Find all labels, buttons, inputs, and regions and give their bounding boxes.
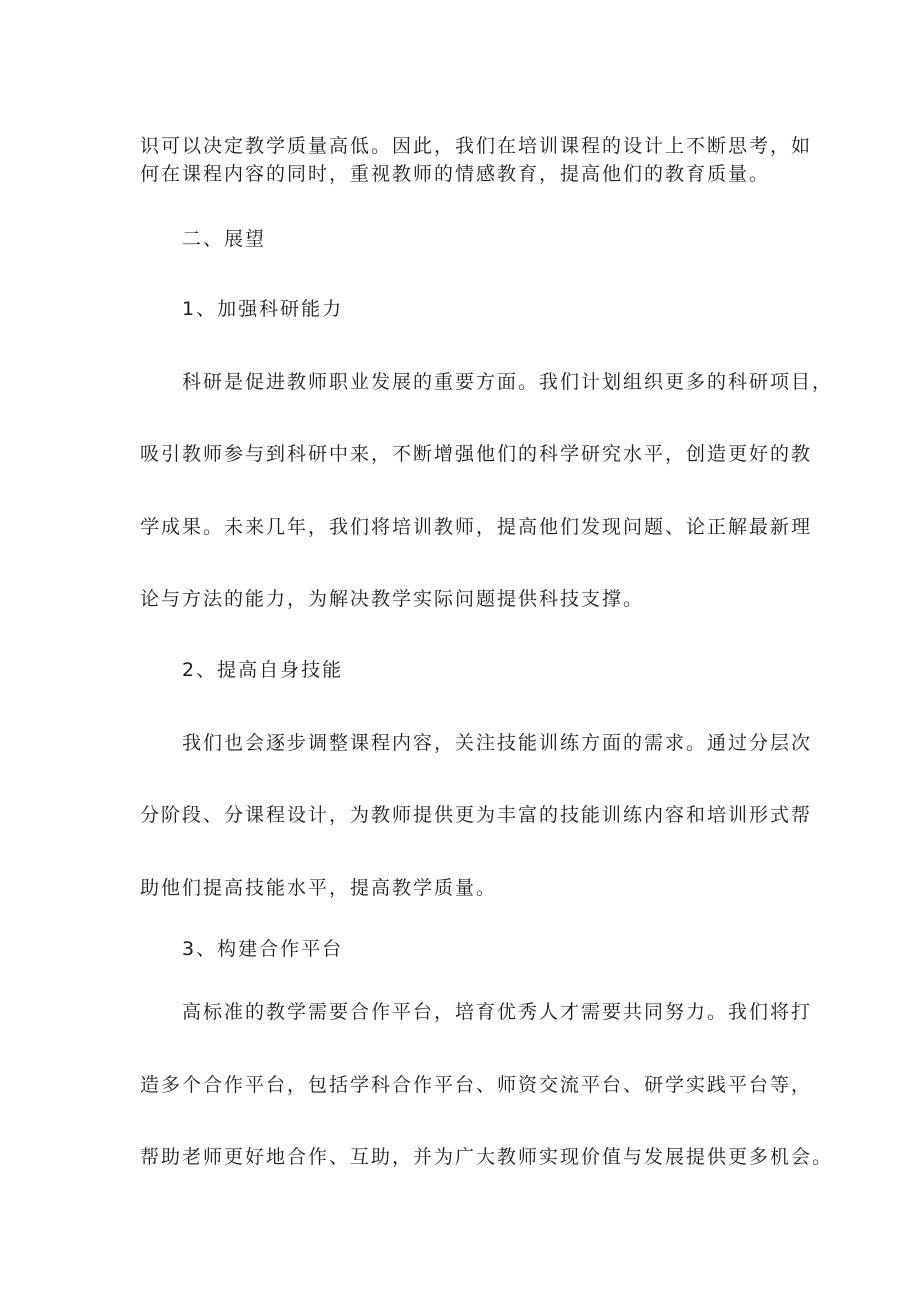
paragraph-line: 论与方法的能力，为解决教学实际问题提供科技支撑。	[140, 588, 645, 610]
paragraph-line: 造多个合作平台，包括学科合作平台、师资交流平台、研学实践平台等，	[140, 1074, 813, 1096]
paragraph-line: 识可以决定教学质量高低。因此，我们在培训课程的设计上不断思考，如	[140, 135, 813, 157]
subsection-heading: 2、提高自身技能	[182, 659, 344, 681]
paragraph-line: 帮助老师更好地合作、互助，并为广大教师实现价值与发展提供更多机会。	[140, 1146, 834, 1168]
paragraph-line: 分阶段、分课程设计，为教师提供更为丰富的技能训练内容和培训形式帮	[140, 804, 813, 826]
paragraph-line: 助他们提高技能水平，提高教学质量。	[140, 877, 498, 899]
subsection-heading: 3、构建合作平台	[182, 938, 344, 960]
paragraph-line: 高标准的教学需要合作平台，培育优秀人才需要共同努力。我们将打	[182, 1001, 813, 1023]
paragraph-line: 学成果。未来几年，我们将培训教师，提高他们发现问题、论正解最新理	[140, 516, 813, 538]
subsection-heading: 1、加强科研能力	[182, 298, 344, 320]
paragraph-line: 何在课程内容的同时，重视教师的情感教育，提高他们的教育质量。	[140, 163, 771, 185]
paragraph-line: 我们也会逐步调整课程内容，关注技能训练方面的需求。通过分层次	[182, 732, 813, 754]
section-heading: 二、展望	[182, 228, 267, 250]
paragraph-line: 科研是促进教师职业发展的重要方面。我们计划组织更多的科研项目，	[182, 371, 834, 393]
paragraph-line: 吸引教师参与到科研中来，不断增强他们的科学研究水平，创造更好的教	[140, 443, 813, 465]
